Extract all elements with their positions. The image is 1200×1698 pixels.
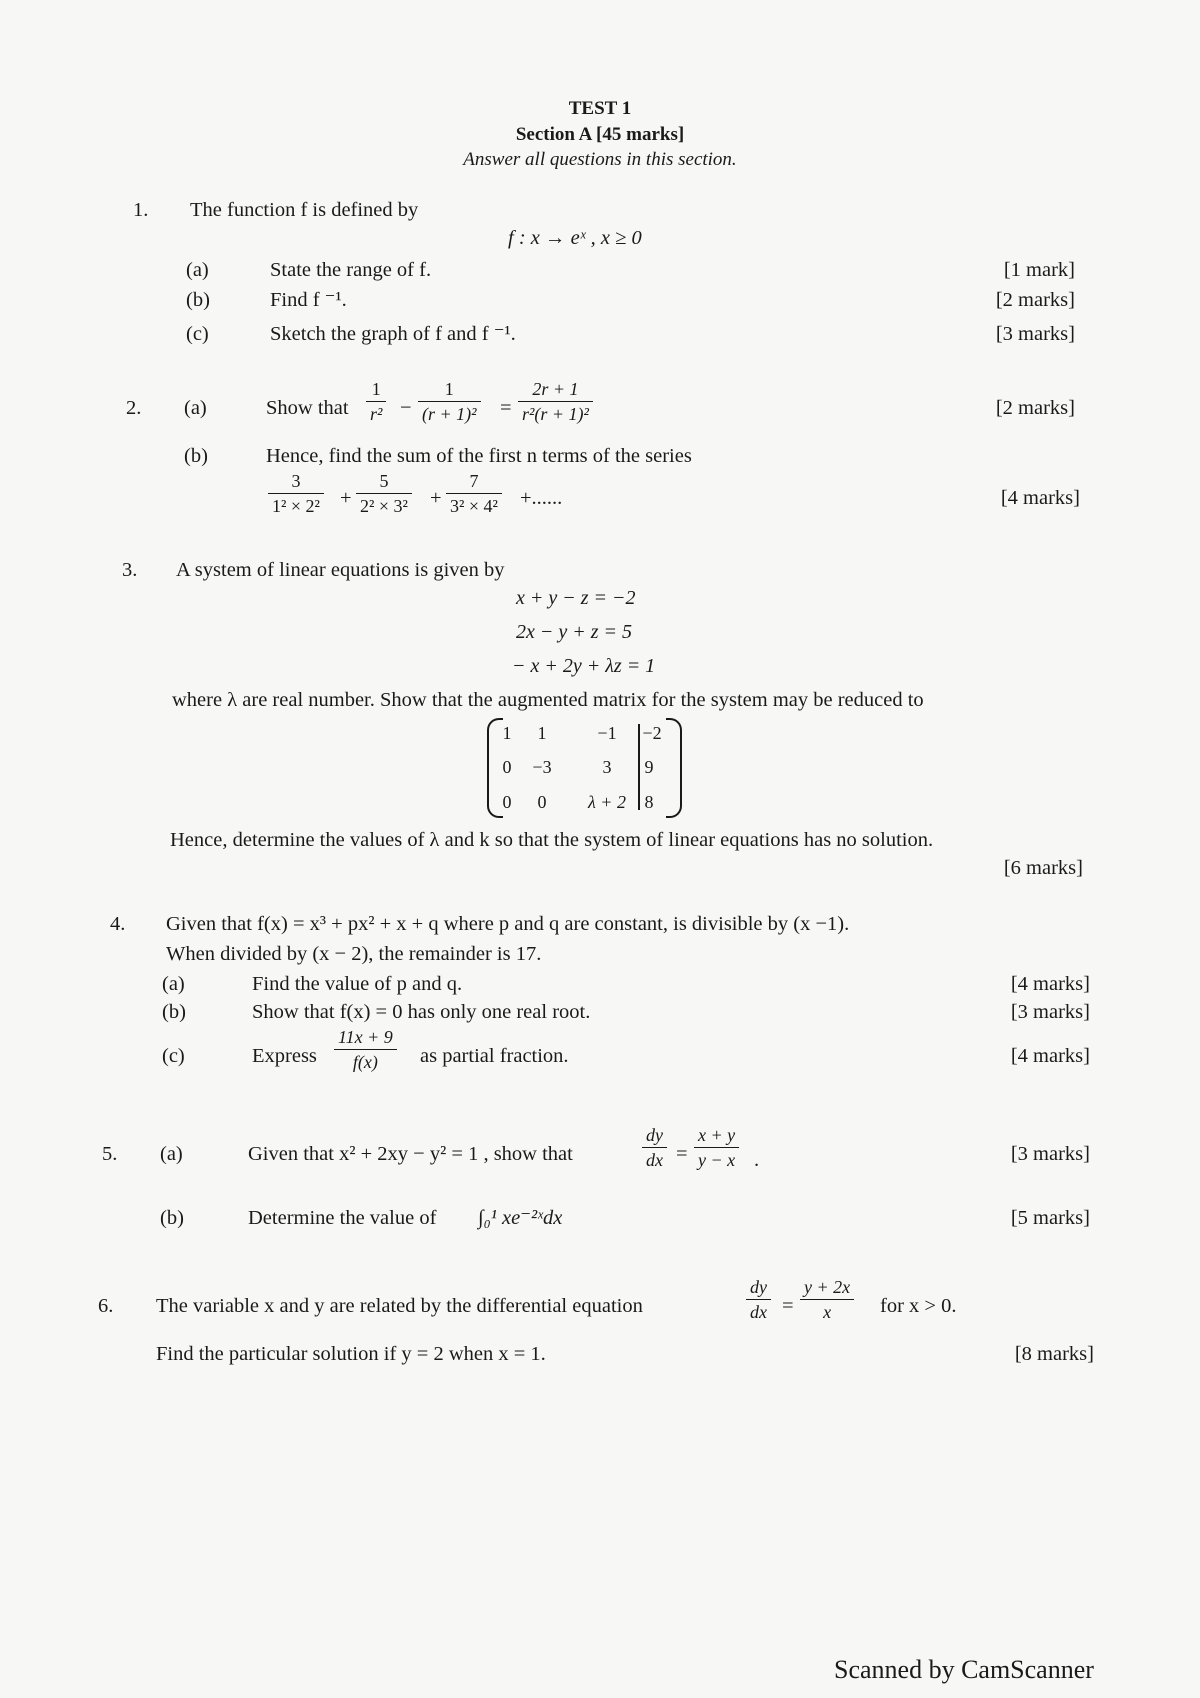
numerator: dy: [750, 1277, 767, 1297]
marks-label: [4 marks]: [1010, 973, 1090, 995]
part-text: as partial fraction.: [420, 1045, 569, 1067]
marks-label: [6 marks]: [1003, 857, 1083, 879]
marks-row: [855, 398, 1075, 428]
denominator: 3² × 4²: [446, 493, 502, 515]
marks-label: [3 marks]: [995, 323, 1075, 345]
denominator: dx: [746, 1299, 771, 1321]
question-text: where λ are real number. Show that the augmented matrix for the system may be reduced to: [172, 689, 924, 711]
part-label: (a): [186, 259, 209, 281]
part-text: Hence, find the sum of the first n terms of the series: [266, 445, 692, 467]
question-text: Hence, determine the values of λ and k so that the system of linear equations has no solution.: [170, 829, 934, 851]
matrix-cell: 8: [644, 792, 654, 812]
matrix-cell: −1: [597, 723, 617, 743]
marks-label: [3 marks]: [1010, 1001, 1090, 1023]
numerator: 11x + 9: [338, 1027, 393, 1047]
part-label: (a): [184, 397, 207, 419]
marks-label: [2 marks]: [995, 289, 1075, 311]
marks-row: [855, 260, 1075, 290]
marks-row: [860, 488, 1080, 518]
marks-label: [3 marks]: [1010, 1143, 1090, 1165]
series-term-2: [356, 472, 412, 515]
fraction-2: [418, 380, 481, 423]
part-label: (b): [162, 1001, 186, 1023]
matrix-cell: 3: [602, 757, 612, 777]
numerator: 1: [371, 379, 381, 399]
denominator: 1² × 2²: [268, 493, 324, 515]
section-heading: Section A [45 marks]: [515, 124, 685, 145]
fraction-3: [518, 380, 593, 423]
matrix-cell: 0: [502, 792, 512, 812]
part-label: (b): [186, 289, 210, 311]
function-definition: f : x → eˣ , x ≥ 0: [508, 227, 642, 249]
numerator: 2r + 1: [532, 379, 579, 399]
marks-row: [870, 1002, 1090, 1032]
question-stem: The function f is defined by: [190, 199, 419, 221]
denominator: dx: [642, 1147, 667, 1169]
marks-label: [4 marks]: [1010, 1045, 1090, 1067]
augmented-matrix: [487, 718, 682, 818]
fraction: [694, 1126, 739, 1169]
marks-row: [855, 324, 1075, 354]
part-text: Find the value of p and q.: [252, 973, 463, 995]
plus-sign: +: [340, 487, 352, 509]
marks-row: [874, 1344, 1094, 1374]
matrix-cell: 9: [644, 757, 654, 777]
matrix-cell: 1: [537, 723, 547, 743]
numerator: x + y: [698, 1125, 736, 1145]
part-text: Show that: [266, 397, 349, 419]
test-title: TEST 1: [568, 98, 632, 119]
part-text: Express: [252, 1045, 317, 1067]
part-text: Show that f(x) = 0 has only one real root.: [252, 1001, 591, 1023]
minus-sign: −: [400, 397, 412, 419]
matrix-cell: 0: [537, 792, 547, 812]
denominator: 2² × 3²: [356, 493, 412, 515]
matrix-cell: 1: [502, 723, 512, 743]
fraction: [334, 1028, 397, 1071]
marks-row: [870, 1144, 1090, 1174]
numerator: 3: [291, 471, 301, 491]
numerator: dy: [646, 1125, 663, 1145]
series-term-3: [446, 472, 502, 515]
denominator: f(x): [334, 1049, 397, 1071]
numerator: 7: [469, 471, 479, 491]
plus-sign: +: [430, 487, 442, 509]
part-text: Determine the value of: [248, 1207, 437, 1229]
part-text: Sketch the graph of f and f ⁻¹.: [270, 323, 516, 345]
derivative: [746, 1278, 771, 1321]
question-number: 2.: [126, 397, 142, 419]
matrix-cell: 0: [502, 757, 512, 777]
part-text: Find f ⁻¹.: [270, 289, 347, 311]
scanner-watermark: Scanned by CamScanner: [834, 1655, 1094, 1684]
equals-sign: =: [500, 397, 512, 419]
denominator: r²: [366, 401, 386, 423]
part-text: State the range of f.: [270, 259, 432, 281]
marks-label: [1 mark]: [1003, 259, 1075, 281]
question-text: Find the particular solution if y = 2 when x = 1.: [156, 1343, 546, 1365]
denominator: r²(r + 1)²: [518, 401, 593, 423]
question-number: 5.: [102, 1143, 118, 1165]
question-stem: The variable x and y are related by the differential equation: [156, 1295, 643, 1317]
part-label: (b): [160, 1207, 184, 1229]
numerator: y + 2x: [804, 1277, 851, 1297]
matrix-cell: −2: [642, 723, 662, 743]
denominator: y − x: [694, 1147, 739, 1169]
equals-sign: =: [782, 1295, 794, 1317]
equation-3: − x + 2y + λz = 1: [512, 655, 656, 677]
numerator: 5: [379, 471, 389, 491]
numerator: 1: [444, 379, 454, 399]
marks-row: [870, 974, 1090, 1004]
section-instruction: Answer all questions in this section.: [463, 149, 737, 170]
question-number: 4.: [110, 913, 126, 935]
denominator: x: [800, 1299, 854, 1321]
series-continuation: +......: [520, 487, 563, 509]
fraction: [800, 1278, 854, 1321]
marks-row: [870, 1046, 1090, 1076]
part-label: (c): [186, 323, 209, 345]
question-number: 1.: [133, 199, 149, 221]
series-term-1: [268, 472, 324, 515]
question-number: 6.: [98, 1295, 114, 1317]
part-label: (a): [160, 1143, 183, 1165]
marks-label: [5 marks]: [1010, 1207, 1090, 1229]
part-text: Given that x² + 2xy − y² = 1 , show that: [248, 1143, 573, 1165]
equation-1: x + y − z = −2: [516, 587, 636, 609]
part-label: (a): [162, 973, 185, 995]
equals-sign: =: [676, 1143, 688, 1165]
marks-row: [855, 290, 1075, 320]
part-label: (c): [162, 1045, 185, 1067]
marks-label: [8 marks]: [1014, 1343, 1094, 1365]
marks-row: [870, 1208, 1090, 1238]
question-stem: When divided by (x − 2), the remainder is 17.: [166, 943, 542, 965]
denominator: (r + 1)²: [418, 401, 481, 423]
period: .: [754, 1149, 760, 1171]
marks-label: [2 marks]: [995, 397, 1075, 419]
matrix-cell: λ + 2: [588, 792, 626, 812]
equation-2: 2x − y + z = 5: [516, 621, 633, 643]
integral-expression: ∫₀¹ xe⁻²ˣdx: [478, 1207, 563, 1229]
question-stem: Given that f(x) = x³ + px² + x + q where p and q are constant, is divisible by (x −1).: [166, 913, 850, 935]
fraction-1: [366, 380, 386, 423]
marks-label: [4 marks]: [1000, 487, 1080, 509]
marks-row: [863, 858, 1083, 888]
matrix-cell: −3: [532, 757, 552, 777]
question-text: for x > 0.: [880, 1295, 957, 1317]
question-stem: A system of linear equations is given by: [176, 559, 505, 581]
question-number: 3.: [122, 559, 138, 581]
derivative: [642, 1126, 667, 1169]
part-label: (b): [184, 445, 208, 467]
